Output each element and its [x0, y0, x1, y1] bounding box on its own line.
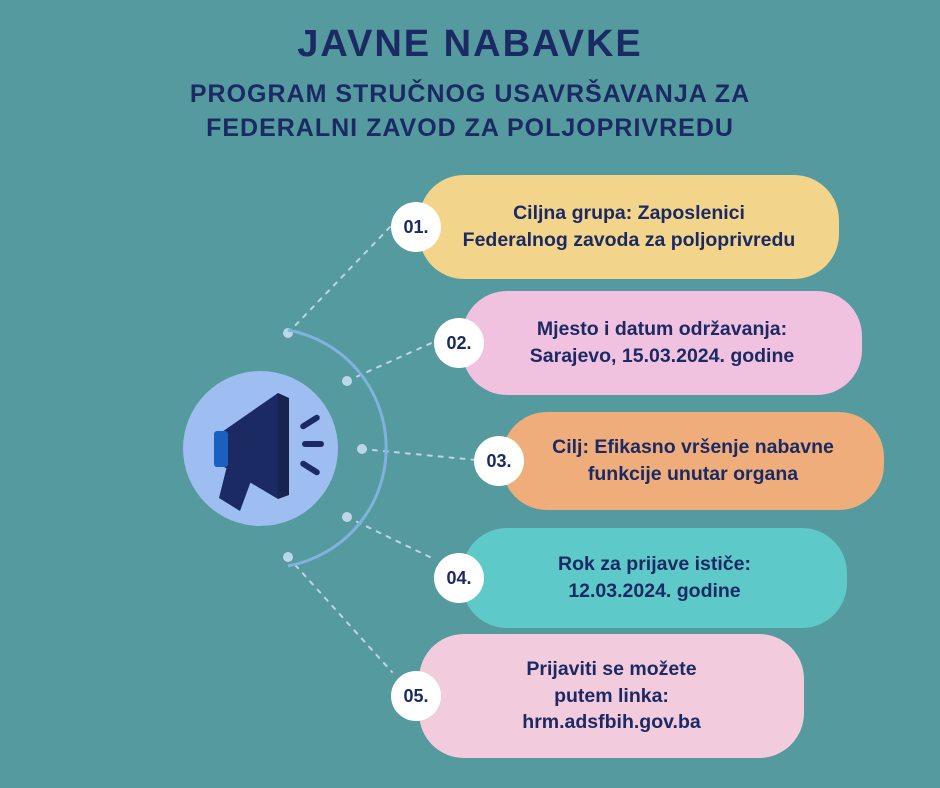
step-bubble-1	[419, 175, 839, 279]
subtitle-line-1: PROGRAM STRUČNOG USAVRŠAVANJA ZA	[189, 79, 751, 108]
step-text-3-line-1: Cilj: Efikasno vršenje nabavne	[552, 436, 834, 459]
header	[0, 24, 940, 145]
step-item-4[interactable]	[434, 528, 847, 628]
step-badge-4: 04.	[434, 553, 484, 603]
step-text-1-line-2: Federalnog zavoda za poljoprivredu	[462, 229, 796, 251]
step-bubble-4	[462, 528, 847, 628]
step-text-5-link[interactable]: hrm.adsfbih.gov.ba	[522, 711, 701, 734]
step-text-4-line-1: Rok za prijave ističe:	[558, 553, 751, 576]
step-item-5[interactable]	[391, 634, 804, 758]
step-item-1[interactable]	[391, 175, 839, 279]
step-text-2-line-2: Sarajevo, 15.03.2024. godine	[529, 345, 795, 367]
step-badge-2: 02.	[434, 318, 484, 368]
step-bubble-2	[462, 291, 862, 395]
step-badge-1: 01.	[391, 202, 441, 252]
step-text-2-line-1: Mjesto i datum održavanja:	[536, 318, 788, 341]
page-title: JAVNE NABAVKE	[297, 23, 643, 65]
step-text-5-line-2: putem linka:	[554, 684, 669, 707]
megaphone-icon	[183, 371, 338, 526]
step-item-2[interactable]	[434, 291, 862, 395]
step-text-4-line-2: 12.03.2024. godine	[568, 580, 741, 602]
step-badge-5: 05.	[391, 671, 441, 721]
step-text-5-line-1: Prijaviti se možete	[526, 657, 697, 680]
step-badge-3: 03.	[474, 436, 524, 486]
step-bubble-3	[502, 412, 884, 510]
step-bubble-5	[419, 634, 804, 758]
step-text-1-line-1: Ciljna grupa: Zaposlenici	[513, 202, 745, 225]
subtitle-line-2: FEDERALNI ZAVOD ZA POLJOPRIVREDU	[206, 113, 734, 142]
step-item-3[interactable]	[474, 412, 884, 510]
step-text-3-line-2: funkcije unutar organa	[587, 463, 799, 485]
